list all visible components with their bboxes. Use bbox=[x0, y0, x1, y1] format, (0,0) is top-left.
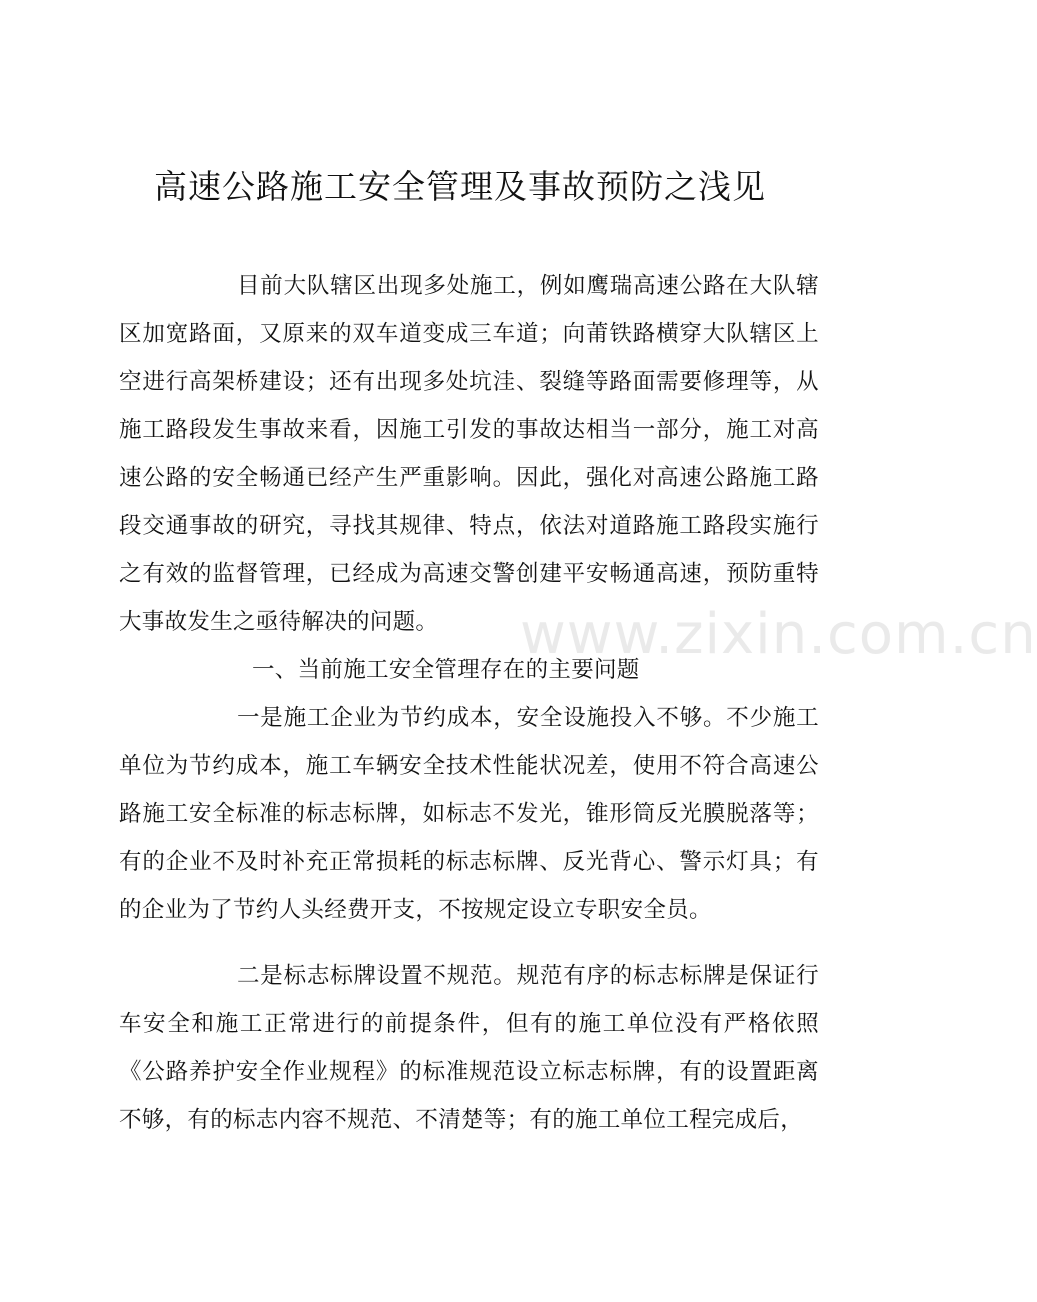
document-title: 高速公路施工安全管理及事故预防之浅见 bbox=[154, 167, 766, 206]
paragraph-problem-2: 二是标志标牌设置不规范。规范有序的标志标牌是保证行车安全和施工正常进行的前提条件，但有的施工单位没有严格依照《公路养护安全作业规程》的标准规范设立标志标牌，有的设置距离不够，有的标志内容不规范、不清楚等；有的施工单位工程完成后， bbox=[119, 963, 819, 1133]
paragraph-problem-1: 一是施工企业为节约成本，安全设施投入不够。不少施工单位为节约成本，施工车辆安全技术性能状况差，使用不符合高速公路施工安全标准的标志标牌，如标志不发光，锥形筒反光膜脱落等；有的企业不及时补充正常损耗的标志标牌、反光背心、警示灯具；有的企业为了节约人头经费开支，不按规定设立专职安全员。 bbox=[119, 705, 819, 923]
watermark: www.zixin.com.cn bbox=[520, 602, 1037, 667]
paragraph-intro: 目前大队辖区出现多处施工，例如鹰瑞高速公路在大队辖区加宽路面，又原来的双车道变成三车道；向莆铁路横穿大队辖区上空进行高架桥建设；还有出现多处坑洼、裂缝等路面需要修理等，从施工路段发生事故来看，因施工引发的事故达相当一部分，施工对高速公路的安全畅通已经产生严重影响。因此，强化对高速公路施工路段交通事故的研究，寻找其规律、特点，依法对道路施工路段实施行之有效的监督管理，已经成为高速交警创建平安畅通高速，预防重特大事故发生之亟待解决的问题。 bbox=[119, 273, 819, 635]
section-heading: 一、当前施工安全管理存在的主要问题 bbox=[252, 657, 640, 683]
document-body bbox=[119, 262, 819, 1144]
